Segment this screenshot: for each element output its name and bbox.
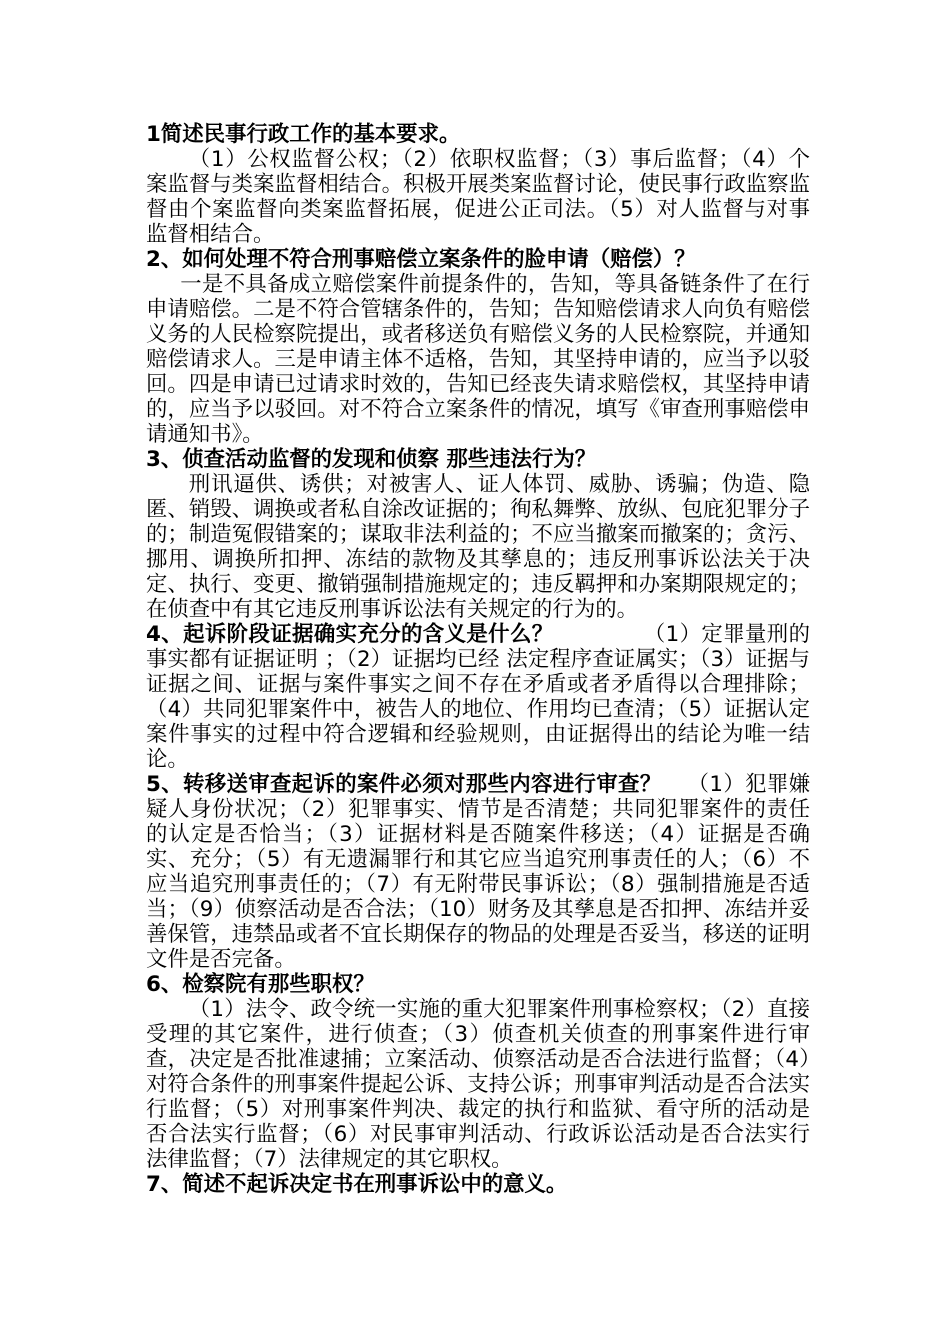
question-4-paragraph — [146, 622, 810, 772]
question-5-title: 5、转移送审查起诉的案件必须对那些内容进行审查？ — [146, 772, 662, 797]
question-1-title: 1简述民事行政工作的基本要求。 — [146, 122, 461, 147]
question-3-title: 3、侦查活动监督的发现和侦察 那些违法行为？ — [146, 447, 597, 472]
question-6-title: 6、检察院有那些职权？ — [146, 972, 375, 997]
answer-4: （1）定罪量刑的事实都有证据证明 ；（2）证据均已经 法定程序查证属实；（3）证据与证据之间、证据与案件事实之间不存在矛盾或者矛盾得以合理排除；（4）共同犯罪案件中，被告人的地位、作用均已查清；（5）证据认定案件事实的过程中符合逻辑和经验规则，由证据得出的结论为唯一结论。 — [146, 622, 810, 772]
document-page — [146, 122, 810, 1197]
answer-6: （1）法令、政令统一实施的重大犯罪案件刑事检察权；（2）直接受理的其它案件，进行侦查；（3）侦查机关侦查的刑事案件进行审查，决定是否批准逮捕；立案活动、侦察活动是否合法进行监督；（4）对符合条件的刑事案件提起公诉、支持公诉；刑事审判活动是否合法实行监督；（5）对刑事案件判决、裁定的执行和监狱、看守所的活动是否合法实行监督；（6）对民事审判活动、行政诉讼活动是否合法实行法律监督；（7）法律规定的其它职权。 — [146, 997, 810, 1172]
answer-1: （1）公权监督公权；（2）依职权监督；（3）事后监督；（4）个案监督与类案监督相结合。积极开展类案监督讨论，使民事行政监察监督由个案监督向类案监督拓展，促进公正司法。（5）对人监督与对事监督相结合。 — [146, 147, 810, 247]
question-2-title: 2、如何处理不符合刑事赔偿立案条件的脸申请（赔偿）？ — [146, 247, 696, 272]
question-4-title: 4、起诉阶段证据确实充分的含义是什么？ — [146, 622, 554, 647]
answer-2: 一是不具备成立赔偿案件前提条件的，告知，等具备链条件了在行申请赔偿。二是不符合管辖条件的，告知；告知赔偿请求人向负有赔偿义务的人民检察院提出，或者移送负有赔偿义务的人民检察院，并通知赔偿请求人。三是申请主体不适格，告知，其坚持申请的，应当予以驳回。四是申请已过请求时效的，告知已经丧失请求赔偿权，其坚持申请的，应当予以驳回。对不符合立案条件的情况，填写《审查刑事赔偿申请通知书》。 — [146, 272, 810, 447]
answer-3: 刑讯逼供、诱供；对被害人、证人体罚、威胁、诱骗；伪造、隐匿、销毁、调换或者私自涂改证据的；徇私舞弊、放纵、包庇犯罪分子的；制造冤假错案的；谋取非法利益的；不应当撤案而撤案的；贪污、挪用、调换所扣押、冻结的款物及其孳息的；违反刑事诉讼法关于决定、执行、变更、撤销强制措施规定的；违反羁押和办案期限规定的；在侦查中有其它违反刑事诉讼法有关规定的行为的。 — [146, 472, 810, 622]
question-7-title: 7、简述不起诉决定书在刑事诉讼中的意义。 — [146, 1172, 568, 1197]
answer-5: （1）犯罪嫌疑人身份状况；（2）犯罪事实、情节是否清楚；共同犯罪案件的责任的认定是否恰当；（3）证据材料是否随案件移送；（4）证据是否确实、充分；（5）有无遗漏罪行和其它应当追究刑事责任的人；（6）不应当追究刑事责任的；（7）有无附带民事诉讼；（8）强制措施是否适当；（9）侦察活动是否合法；（10）财务及其孳息是否扣押、冻结并妥善保管，违禁品或者不宜长期保存的物品的处理是否妥当，移送的证明文件是否完备。 — [146, 772, 810, 972]
question-5-paragraph — [146, 772, 810, 972]
